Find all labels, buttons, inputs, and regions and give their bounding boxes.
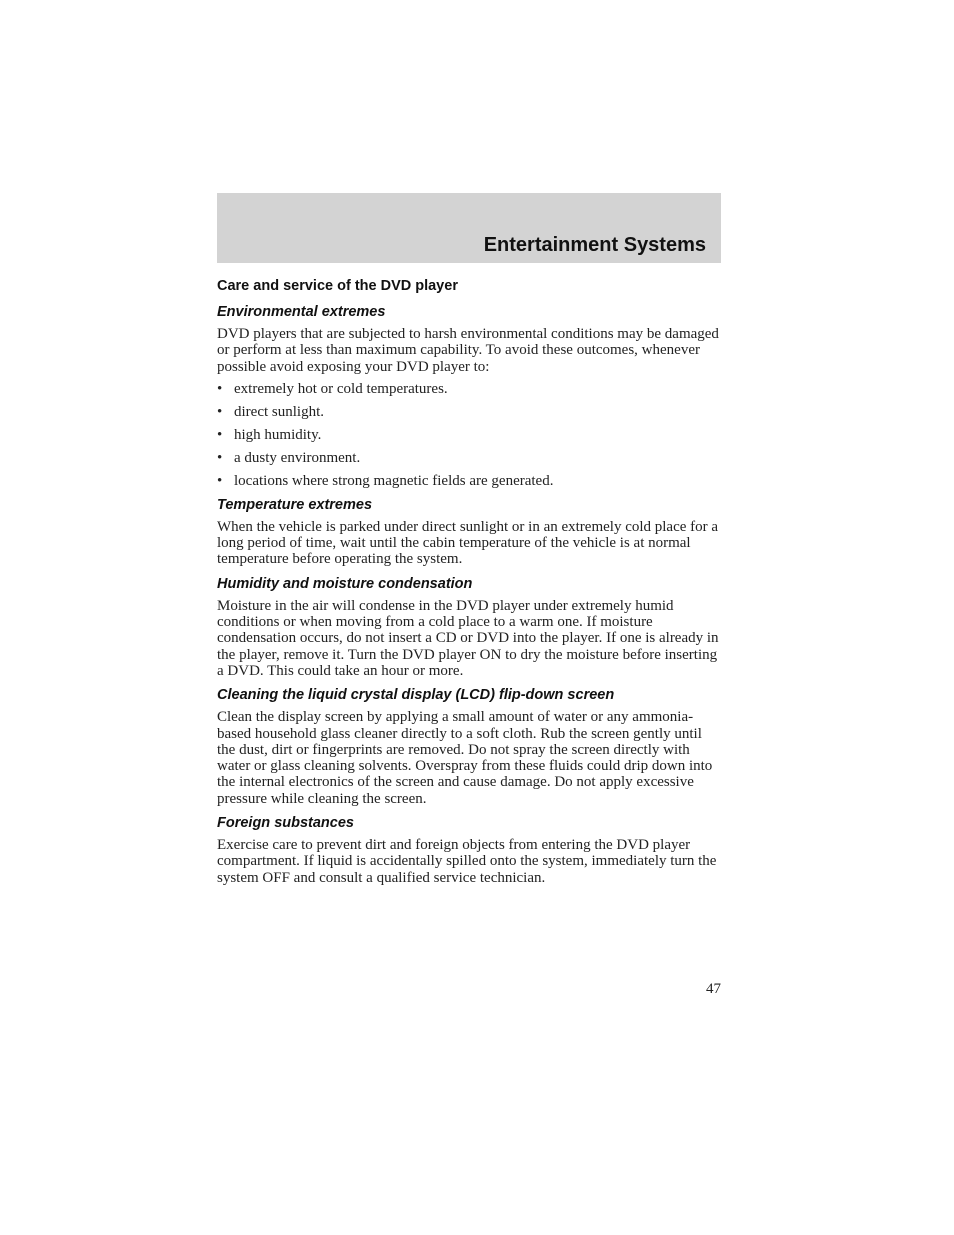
list-item: • a dusty environment. <box>217 449 361 466</box>
environmental-intro: DVD players that are subjected to harsh environmental conditions may be damaged or perform at less than maximum capability. To avoid these outcomes, whenever possible avoid exposing your DVD player to: <box>217 326 719 375</box>
bullet-icon: • <box>217 381 223 398</box>
list-item: • extremely hot or cold temperatures. <box>217 381 448 398</box>
temperature-heading: Temperature extremes <box>217 496 373 513</box>
list-item: • direct sunlight. <box>217 404 324 421</box>
humidity-heading: Humidity and moisture condensation <box>217 575 473 592</box>
humidity-body: Moisture in the air will condense in the DVD player under extremely humid conditions or when moving from a cold place to a warm one. If moisture condensation occurs, do not insert a CD or DVD into the player. If one is already in the player, remove it. Turn the DVD player ON to dry the moisture before inserting a DVD. This could take an hour or more. <box>217 597 719 679</box>
section-title: Care and service of the DVD player <box>217 278 458 294</box>
temperature-body: When the vehicle is parked under direct sunlight or in an extremely cold place for a long period of time, wait until the cabin temperature of the vehicle is at normal temperature before operating the system. <box>217 518 719 568</box>
environmental-bullet-list <box>217 381 723 488</box>
cleaning-heading: Cleaning the liquid crystal display (LCD) flip-down screen <box>217 687 615 704</box>
foreign-heading: Foreign substances <box>217 815 354 832</box>
bullet-icon: • <box>217 426 223 443</box>
list-item: • locations where strong magnetic fields are generated. <box>217 472 554 489</box>
chapter-title: Entertainment Systems <box>483 234 706 256</box>
page-number: 47 <box>706 981 721 997</box>
list-item: • high humidity. <box>217 426 322 443</box>
bullet-icon: • <box>217 449 223 466</box>
foreign-body: Exercise care to prevent dirt and foreign objects from entering the DVD player compartment. If liquid is accidentally spilled onto the system, immediately turn the system OFF and consult a qualified service technician. <box>217 837 717 886</box>
chapter-header-band <box>217 193 721 263</box>
bullet-icon: • <box>217 472 223 489</box>
page-content <box>217 277 723 886</box>
environmental-heading: Environmental extremes <box>217 304 386 320</box>
cleaning-body: Clean the display screen by applying a small amount of water or any ammonia-based household glass cleaner directly to a soft cloth. Rub the screen gently until the dust, dirt or fingerprints are removed. Do not spray the screen directly with water or glass cleaning solvents. Overspray from these fluids could drip down into the internal electronics of the screen and cause damage. Do not apply excessive pressure while cleaning the screen. <box>217 709 713 807</box>
bullet-icon: • <box>217 404 223 421</box>
